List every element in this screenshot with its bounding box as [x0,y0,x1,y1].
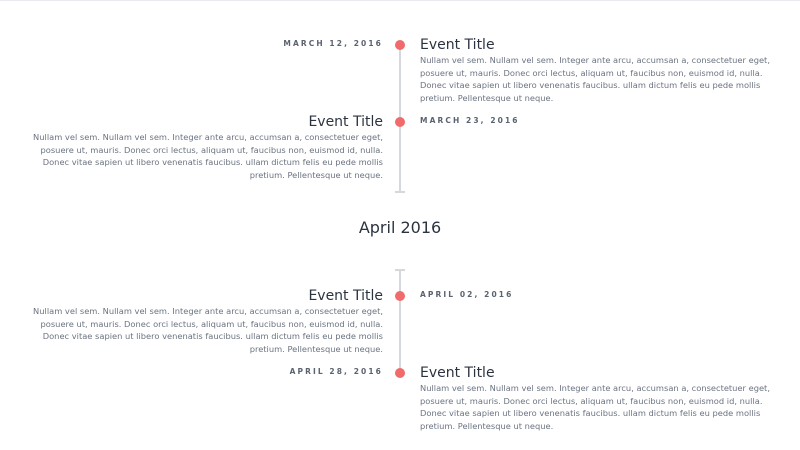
event-title: Event Title [420,37,495,53]
event-description: Nullam vel sem. Nullam vel sem. Integer ante arcu, accumsan a, consectetuer eget, posuere ut, mauris. Donec orci lectus, aliquam ut, faucibus non, euismod id, nulla. Donec vitae sapien ut libero venenatis faucibus. ullam dictum felis eu pede mollis pretium. Pellentesque ut neque. [420,55,770,103]
event-title: Event Title [308,288,383,304]
event-marker-dot [395,117,405,127]
month-heading: April 2016 [358,218,442,237]
event-date: APRIL 02, 2016 [420,290,514,299]
event-description: Nullam vel sem. Nullam vel sem. Integer ante arcu, accumsan a, consectetuer eget, posuere ut, mauris. Donec orci lectus, aliquam ut, faucibus non, euismod id, nulla. Donec vitae sapien ut libero venenatis faucibus. ullam dictum felis eu pede mollis pretium. Pellentesque ut neque. [33,306,383,354]
event-description: Nullam vel sem. Nullam vel sem. Integer ante arcu, accumsan a, consectetuer eget, posuere ut, mauris. Donec orci lectus, aliquam ut, faucibus non, euismod id, nulla. Donec vitae sapien ut libero venenatis faucibus. ullam dictum felis eu pede mollis pretium. Pellentesque ut neque. [420,383,770,431]
timeline-line [399,270,401,376]
event-title: Event Title [420,365,495,381]
event-date: MARCH 23, 2016 [420,116,520,125]
event-date: MARCH 12, 2016 [283,39,383,48]
top-divider [0,0,800,1]
timeline-endcap [395,191,405,193]
event-marker-dot [395,368,405,378]
event-title: Event Title [308,114,383,130]
event-marker-dot [395,40,405,50]
event-date: APRIL 28, 2016 [289,367,383,376]
event-marker-dot [395,291,405,301]
event-description: Nullam vel sem. Nullam vel sem. Integer ante arcu, accumsan a, consectetuer eget, posuere ut, mauris. Donec orci lectus, aliquam ut, faucibus non, euismod id, nulla. Donec vitae sapien ut libero venenatis faucibus. ullam dictum felis eu pede mollis pretium. Pellentesque ut neque. [33,132,383,180]
